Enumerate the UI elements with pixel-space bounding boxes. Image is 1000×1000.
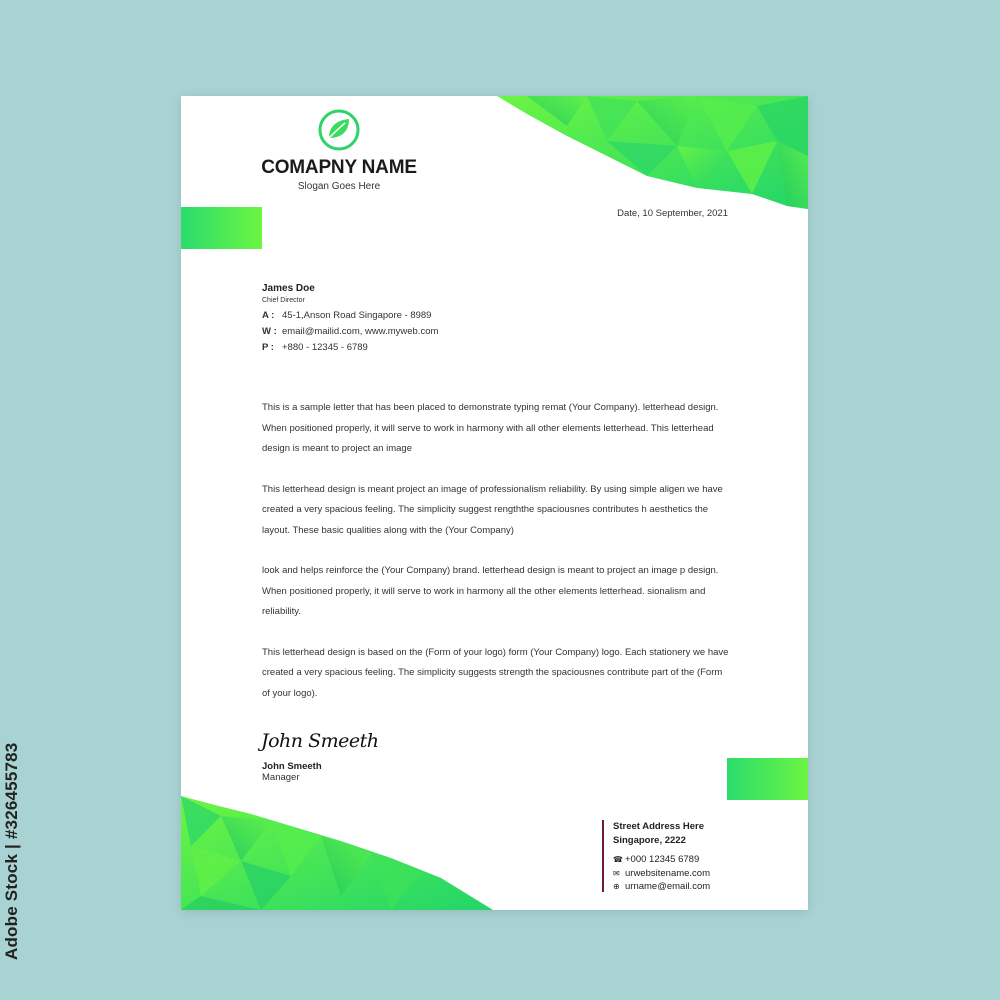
left-accent-bar	[181, 207, 262, 249]
recipient-web-row	[262, 326, 438, 337]
body-paragraph-1: This is a sample letter that has been placed to demonstrate typing remat (Your Company). letterhead design. When positioned properly, it will serve to work in harmony with all other elements letterhead. This letterhead design is meant to project an image	[262, 402, 719, 454]
recipient-phone-row	[262, 342, 438, 353]
footer-city: Singapore, 2222	[613, 835, 686, 846]
body-paragraph-3: look and helps reinforce the (Your Company) brand. letterhead design is meant to project an image p design. When positioned properly, it will serve to work in harmony all the other elements letterhead. sionalism and reliability.	[262, 565, 719, 617]
letter-date: Date, 10 September, 2021	[617, 208, 728, 219]
company-slogan: Slogan Goes Here	[297, 181, 381, 192]
recipient-address: 45-1,Anson Road Singapore - 8989	[282, 310, 432, 321]
company-logo-block	[241, 108, 437, 192]
recipient-block	[262, 283, 438, 358]
footer-contact-block	[602, 820, 710, 892]
footer-phone-row	[613, 853, 710, 867]
bottom-left-polygon-decoration	[181, 796, 493, 910]
footer-street: Street Address Here	[613, 821, 704, 832]
footer-email-row	[613, 880, 710, 894]
signer-block	[262, 761, 322, 783]
letter-body	[262, 398, 732, 724]
envelope-icon: ✉	[613, 868, 620, 878]
body-paragraph-2: This letterhead design is meant project an image of professionalism reliability. By using simple aligen we have created a very spacious feeling. The simplicity suggest rengththe spaciousnes contributes h aesthetics the layout. These basic qualities along with the (Your Company)	[262, 483, 723, 536]
letterhead-page	[181, 96, 808, 910]
footer-email: urname@email.com	[625, 881, 711, 892]
footer-website: urwebsitename.com	[625, 867, 711, 879]
top-right-polygon-decoration	[497, 96, 808, 209]
company-name: COMAPNY NAME	[261, 157, 417, 178]
at-icon: ⊕	[613, 882, 620, 891]
recipient-title: Chief Director	[262, 297, 305, 304]
web-label: W :	[262, 326, 277, 337]
phone-icon: ☎	[613, 855, 623, 864]
recipient-phone: +880 - 12345 - 6789	[282, 342, 368, 353]
phone-label: P :	[262, 342, 274, 353]
right-accent-bar	[727, 758, 808, 800]
handwritten-signature: John Smeeth	[261, 730, 379, 752]
address-label: A :	[262, 310, 275, 321]
recipient-name: James Doe	[262, 283, 315, 294]
footer-address	[613, 820, 710, 848]
leaf-icon	[317, 108, 361, 152]
recipient-web: email@mailid.com, www.myweb.com	[282, 326, 439, 337]
footer-website-row	[613, 867, 710, 881]
signer-name: John Smeeth	[262, 761, 322, 772]
stock-id-watermark: Adobe Stock | #326455783	[2, 742, 21, 960]
footer-phone: +000 12345 6789	[625, 854, 700, 865]
signer-role: Manager	[262, 772, 300, 783]
body-paragraph-4: This letterhead design is based on the (Form of your logo) form (Your Company) logo. Each stationery we have created a very spacious feeling. The simplicity suggests strength the spaciousnes contribute part of the (Form of your logo).	[262, 646, 729, 699]
recipient-address-row	[262, 310, 438, 321]
